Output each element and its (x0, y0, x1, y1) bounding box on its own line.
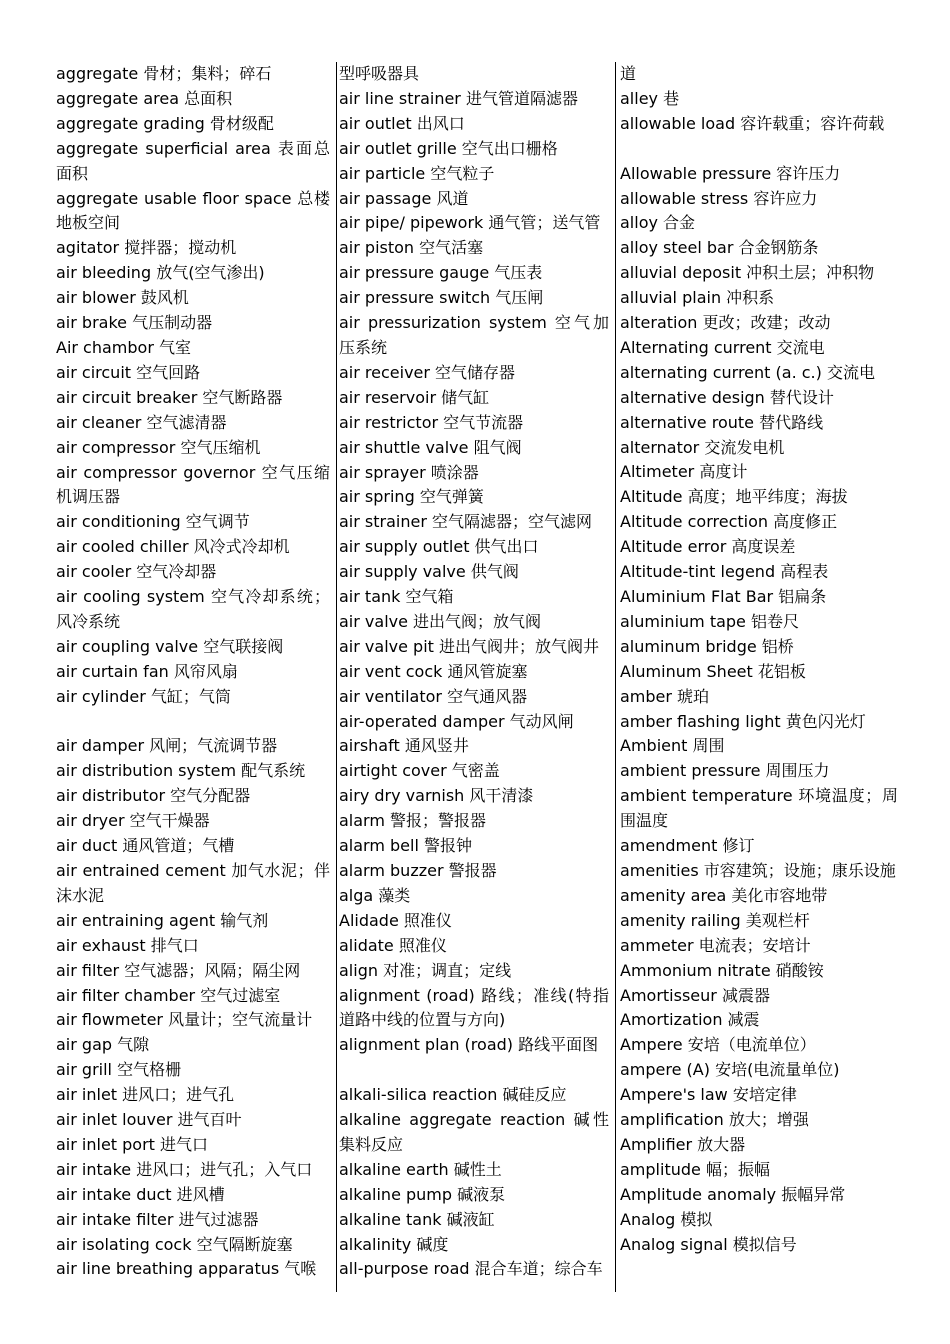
glossary-entry: air curtain fan 风帘风扇 (56, 661, 238, 681)
glossary-entry: alarm buzzer 警报器 (339, 861, 497, 880)
blank-line (339, 1058, 609, 1083)
glossary-entry: air passage 风道 (339, 188, 469, 208)
glossary-entry: airy dry varnish 风干清漆 (339, 786, 534, 806)
glossary-entry: Altitude-tint legend 高程表 (620, 562, 829, 582)
glossary-entry: air duct 通风管道；气槽 (56, 836, 235, 856)
blank-line (620, 137, 898, 162)
glossary-entry: alga 藻类 (339, 885, 411, 905)
glossary-entry: air supply outlet 供气出口 (339, 537, 539, 557)
glossary-entry: Altimeter 高度计 (620, 462, 748, 482)
glossary-entry: airtight cover 气密盖 (339, 761, 500, 781)
glossary-entry: air cooling system 空气冷却系统；风冷系统 (56, 587, 330, 631)
glossary-entry: alkaline aggregate reaction 碱性集料反应 (339, 1110, 609, 1154)
glossary-entry: air distribution system 配气系统 (56, 761, 306, 781)
glossary-entry: air receiver 空气储存器 (339, 362, 516, 382)
glossary-entry: air supply valve 供气阀 (339, 562, 519, 582)
glossary-entry: alloy steel bar 合金钢筋条 (620, 238, 819, 258)
glossary-column-2 (339, 62, 616, 1292)
glossary-entry: air compressor governor 空气压缩机调压器 (56, 462, 330, 507)
glossary-entry: air flowmeter 风量计；空气流量计 (56, 1010, 313, 1030)
glossary-entry: air inlet louver 进气百叶 (56, 1110, 242, 1130)
glossary-entry: air reservoir 储气缸 (339, 387, 490, 407)
glossary-entry: air inlet port 进气口 (56, 1134, 209, 1154)
glossary-entry: air pipe/ pipework 通气管；送气管 (339, 213, 601, 233)
glossary-entry: aggregate grading 骨材级配 (56, 113, 274, 133)
glossary-entry: alarm bell 警报钟 (339, 836, 473, 856)
glossary-entry: Altitude error 高度误差 (620, 537, 796, 557)
glossary-entry: air compressor 空气压缩机 (56, 437, 261, 457)
glossary-entry: air spring 空气弹簧 (339, 487, 484, 507)
glossary-entry: air coupling valve 空气联接阀 (56, 636, 284, 656)
glossary-entry: air circuit breaker 空气断路器 (56, 387, 283, 407)
glossary-entry: alidate 照准仪 (339, 935, 447, 955)
glossary-entry: Amortization 减震 (620, 1010, 760, 1030)
glossary-entry: air bleeding 放气(空气渗出) (56, 263, 265, 283)
glossary-entry: ammeter 电流表；安培计 (620, 935, 811, 955)
glossary-entry: air distributor 空气分配器 (56, 786, 251, 806)
glossary-entry: air damper 风闸；气流调节器 (56, 736, 278, 756)
glossary-entry: aluminum bridge 铝桥 (620, 636, 794, 656)
glossary-entry: Air chambor 气室 (56, 337, 191, 357)
glossary-page (56, 62, 898, 1292)
glossary-entry: air restrictor 空气节流器 (339, 412, 524, 432)
glossary-entry: air filter 空气滤器；风隔；隔尘网 (56, 960, 301, 980)
glossary-entry: amber flashing light 黄色闪光灯 (620, 711, 866, 731)
glossary-entry: Aluminium Flat Bar 铝扁条 (620, 587, 827, 607)
glossary-entry: amber 琥珀 (620, 686, 710, 706)
glossary-entry: aggregate area 总面积 (56, 88, 233, 108)
glossary-entry: Ampere 安培（电流单位） (620, 1035, 816, 1055)
glossary-entry: air pressurization system 空气加压系统 (339, 313, 609, 357)
glossary-entry: air piston 空气活塞 (339, 238, 484, 258)
glossary-entry: air shuttle valve 阻气阀 (339, 437, 522, 457)
glossary-entry: all-purpose road 混合车道；综合车 (339, 1259, 603, 1279)
glossary-entry: alloy 合金 (620, 213, 696, 233)
glossary-entry: Analog signal 模拟信号 (620, 1234, 797, 1254)
glossary-entry: air cooled chiller 风冷式冷却机 (56, 537, 290, 557)
glossary-entry: alternative route 替代路线 (620, 412, 824, 432)
glossary-column-1 (56, 62, 337, 1292)
glossary-entry: ambient pressure 周围压力 (620, 761, 830, 781)
glossary-entry: ampere (A) 安培(电流量单位) (620, 1060, 840, 1080)
glossary-entry: air valve 进出气阀；放气阀 (339, 611, 542, 631)
glossary-entry: Altitude 高度；地平纬度；海拔 (620, 487, 848, 507)
glossary-entry: allowable stress 容许应力 (620, 188, 818, 208)
glossary-entry: air vent cock 通风管旋塞 (339, 661, 528, 681)
glossary-entry: alternating current (a. c.) 交流电 (620, 362, 875, 382)
glossary-entry: Ambient 周围 (620, 736, 725, 756)
glossary-entry: air cooler 空气冷却器 (56, 562, 217, 582)
glossary-entry: air gap 气隙 (56, 1035, 150, 1055)
glossary-entry: air intake 进风口；进气孔；入气口 (56, 1159, 313, 1179)
glossary-entry: Ammonium nitrate 硝酸铵 (620, 960, 824, 980)
glossary-entry: air brake 气压制动器 (56, 313, 213, 333)
glossary-entry: air line breathing apparatus 气喉 (56, 1259, 317, 1279)
glossary-entry: Amplitude anomaly 振幅异常 (620, 1184, 846, 1204)
glossary-entry: air filter chamber 空气过滤室 (56, 985, 281, 1005)
glossary-entry: air ventilator 空气通风器 (339, 686, 528, 706)
glossary-entry: air dryer 空气干燥器 (56, 811, 210, 831)
glossary-entry: alignment plan (road) 路线平面图 (339, 1035, 599, 1055)
glossary-entry: alteration 更改；改建；改动 (620, 313, 831, 333)
glossary-entry: air pressure switch 气压闸 (339, 288, 544, 308)
glossary-entry: Aluminum Sheet 花铝板 (620, 661, 806, 681)
glossary-entry: alkaline tank 碱液缸 (339, 1209, 495, 1229)
glossary-entry: Alidade 照准仪 (339, 910, 452, 930)
glossary-entry: aluminium tape 铝卷尺 (620, 611, 799, 631)
glossary-entry: aggregate 骨材；集料；碎石 (56, 64, 272, 83)
glossary-entry: air intake filter 进气过滤器 (56, 1209, 259, 1229)
glossary-entry: alternator 交流发电机 (620, 437, 785, 457)
glossary-entry: air outlet grille 空气出口栅格 (339, 138, 558, 158)
glossary-entry: air cleaner 空气滤清器 (56, 412, 227, 432)
glossary-entry: allowable load 容许载重；容许荷载 (620, 113, 885, 133)
glossary-entry: Amortisseur 减震器 (620, 985, 770, 1005)
glossary-entry: air strainer 空气隔滤器；空气滤网 (339, 512, 593, 532)
glossary-entry: air-operated damper 气动风闸 (339, 711, 574, 731)
glossary-entry: agitator 搅拌器；搅动机 (56, 238, 237, 258)
glossary-entry: air valve pit 进出气阀井；放气阀井 (339, 636, 599, 656)
glossary-entry: aggregate usable floor space 总楼地板空间 (56, 188, 330, 233)
glossary-entry: Alternating current 交流电 (620, 337, 825, 357)
glossary-entry: air pressure gauge 气压表 (339, 263, 543, 283)
glossary-entry: air entrained cement 加气水泥；伴沫水泥 (56, 860, 330, 905)
glossary-entry: alkaline earth 碱性土 (339, 1159, 502, 1179)
glossary-entry: air outlet 出风口 (339, 113, 465, 133)
glossary-entry: Analog 模拟 (620, 1209, 713, 1229)
glossary-entry: align 对准；调直；定线 (339, 960, 512, 980)
glossary-entry: air line strainer 进气管道隔滤器 (339, 88, 578, 108)
glossary-entry: Allowable pressure 容许压力 (620, 163, 841, 183)
blank-line (56, 710, 330, 735)
glossary-entry: aggregate superficial area 表面总面积 (56, 138, 330, 183)
glossary-entry: amplitude 幅；振幅 (620, 1159, 770, 1179)
glossary-entry: airshaft 通风竖井 (339, 736, 469, 756)
glossary-entry: amendment 修订 (620, 836, 755, 856)
glossary-entry: 道 (620, 64, 637, 83)
glossary-entry: air inlet 进风口；进气孔 (56, 1085, 235, 1105)
glossary-entry: alkalinity 碱度 (339, 1234, 449, 1254)
glossary-column-3 (620, 62, 898, 1292)
glossary-entry: Amplifier 放大器 (620, 1134, 746, 1154)
glossary-entry: amenities 市容建筑；设施；康乐设施 (620, 860, 896, 880)
glossary-entry: air blower 鼓风机 (56, 288, 189, 308)
glossary-entry: air cylinder 气缸；气筒 (56, 686, 231, 706)
glossary-entry: ambient temperature 环境温度；周围温度 (620, 786, 898, 831)
glossary-entry: air entraining agent 输气剂 (56, 910, 269, 930)
glossary-entry: air grill 空气格栅 (56, 1060, 182, 1080)
glossary-entry: amenity area 美化市容地带 (620, 885, 828, 905)
glossary-entry: alluvial plain 冲积系 (620, 288, 775, 308)
glossary-entry: alkaline pump 碱液泵 (339, 1184, 506, 1204)
glossary-entry: alley 巷 (620, 88, 680, 108)
glossary-entry: air particle 空气粒子 (339, 163, 495, 183)
glossary-entry: air intake duct 进风槽 (56, 1184, 225, 1204)
glossary-entry: air tank 空气箱 (339, 587, 454, 607)
glossary-entry: alkali-silica reaction 碱硅反应 (339, 1085, 567, 1105)
glossary-entry: 型呼吸器具 (339, 64, 420, 83)
glossary-entry: air exhaust 排气口 (56, 935, 199, 955)
glossary-entry: alarm 警报；警报器 (339, 811, 487, 831)
glossary-entry: air isolating cock 空气隔断旋塞 (56, 1234, 293, 1254)
glossary-entry: air circuit 空气回路 (56, 362, 201, 382)
glossary-entry: amenity railing 美观栏杆 (620, 910, 810, 930)
glossary-entry: air sprayer 喷涂器 (339, 462, 479, 482)
glossary-entry: amplification 放大；增强 (620, 1110, 809, 1130)
glossary-entry: Ampere's law 安培定律 (620, 1085, 797, 1105)
glossary-entry: Altitude correction 高度修正 (620, 512, 838, 532)
glossary-entry: alternative design 替代设计 (620, 387, 834, 407)
glossary-entry: alignment (road) 路线；准线(特指道路中线的位置与方向) (339, 985, 609, 1030)
glossary-entry: air conditioning 空气调节 (56, 512, 250, 532)
glossary-entry: alluvial deposit 冲积土层；冲积物 (620, 263, 875, 283)
